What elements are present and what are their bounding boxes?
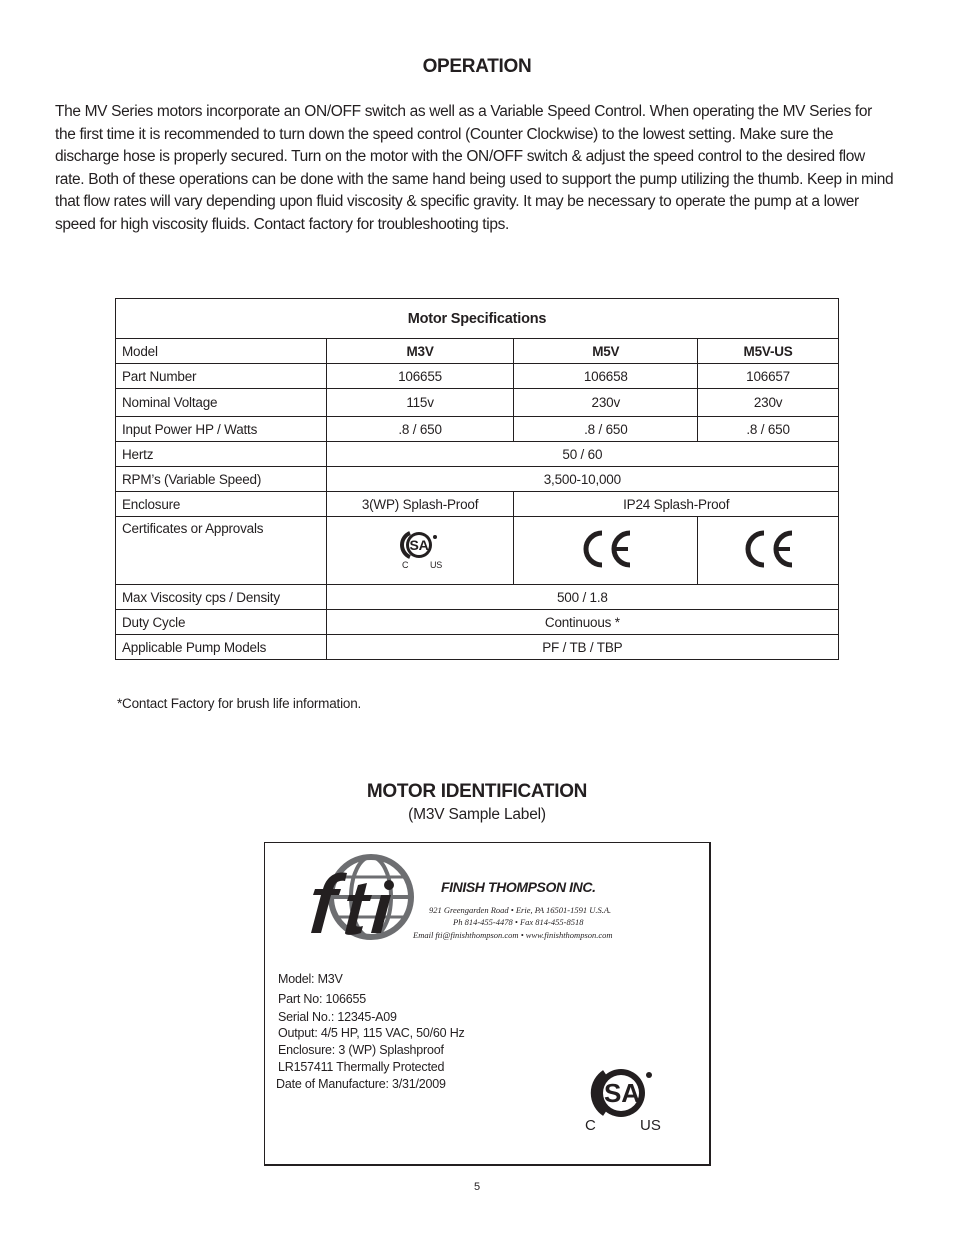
- table-row: [116, 610, 839, 635]
- label-output: Output: 4/5 HP, 115 VAC, 50/60 Hz: [278, 1026, 465, 1040]
- row-label: RPM’s (Variable Speed): [116, 467, 327, 492]
- row-label: Duty Cycle: [116, 610, 327, 635]
- table-cell: IP24 Splash-Proof: [514, 492, 839, 517]
- table-cell: 3,500-10,000: [326, 467, 838, 492]
- page-number: 5: [473, 1181, 481, 1193]
- csa-c-label: C: [585, 1117, 596, 1134]
- company-phone: Ph 814-455-4478 • Fax 814-455-8518: [453, 917, 584, 927]
- table-row: [116, 417, 839, 442]
- label-serial-no: Serial No.: 12345-A09: [278, 1010, 397, 1024]
- table-cell: PF / TB / TBP: [326, 635, 838, 660]
- col-header-m5v-us: M5V-US: [698, 339, 839, 364]
- table-row: [116, 467, 839, 492]
- row-label: Input Power HP / Watts: [116, 417, 327, 442]
- csa-us-label: US: [640, 1117, 661, 1134]
- csa-us-label: US: [430, 560, 443, 570]
- row-label: Hertz: [116, 442, 327, 467]
- table-cell: 3(WP) Splash-Proof: [326, 492, 514, 517]
- table-row: [116, 442, 839, 467]
- fti-globe-logo: [305, 851, 417, 943]
- table-row: [116, 635, 839, 660]
- row-label: Model: [116, 339, 327, 364]
- svg-text:SA: SA: [409, 537, 429, 553]
- table-row: [116, 492, 839, 517]
- table-cell: [698, 517, 839, 585]
- csa-mark-icon: [390, 527, 450, 571]
- table-footnote: *Contact Factory for brush life information.: [117, 696, 362, 711]
- row-label: Applicable Pump Models: [116, 635, 327, 660]
- table-cell: 230v: [698, 389, 839, 417]
- col-header-m5v: M5V: [514, 339, 698, 364]
- company-name: FINISH THOMPSON INC.: [441, 879, 596, 895]
- label-part-no: Part No: 106655: [278, 992, 367, 1006]
- table-title-row: [116, 299, 839, 339]
- motor-specifications-table: [115, 298, 839, 660]
- operation-heading: OPERATION: [422, 56, 532, 77]
- label-date: Date of Manufacture: 3/31/2009: [276, 1077, 446, 1091]
- table-title: Motor Specifications: [116, 299, 839, 339]
- sample-label-subtitle: (M3V Sample Label): [408, 806, 546, 823]
- label-thermal: LR157411 Thermally Protected: [278, 1060, 445, 1074]
- table-cell: .8 / 650: [698, 417, 839, 442]
- table-cell: 50 / 60: [326, 442, 838, 467]
- table-row: [116, 517, 839, 585]
- table-cell: 106658: [514, 364, 698, 389]
- table-cell: 106655: [326, 364, 514, 389]
- table-cell: .8 / 650: [514, 417, 698, 442]
- sample-motor-label: [264, 842, 711, 1166]
- row-label: Enclosure: [116, 492, 327, 517]
- table-row: [116, 364, 839, 389]
- label-model: Model: M3V: [278, 972, 343, 986]
- table-row: [116, 339, 839, 364]
- table-cell: .8 / 650: [326, 417, 514, 442]
- ce-mark-icon: [740, 529, 796, 569]
- svg-text:SA: SA: [603, 1078, 641, 1108]
- table-cell: [514, 517, 698, 585]
- col-header-m3v: M3V: [326, 339, 514, 364]
- label-enclosure: Enclosure: 3 (WP) Splashproof: [278, 1043, 444, 1057]
- table-cell: 106657: [698, 364, 839, 389]
- ce-mark-icon: [578, 529, 634, 569]
- row-label: Certificates or Approvals: [116, 517, 327, 585]
- table-cell: Continuous *: [326, 610, 838, 635]
- csa-c-label: C: [402, 560, 409, 570]
- csa-mark-icon: [583, 1063, 667, 1135]
- table-cell: 115v: [326, 389, 514, 417]
- table-row: [116, 389, 839, 417]
- table-cell: [326, 517, 514, 585]
- table-cell: 500 / 1.8: [326, 585, 838, 610]
- company-address: 921 Greengarden Road • Erie, PA 16501-1591 U.S.A.: [429, 905, 612, 915]
- row-label: Nominal Voltage: [116, 389, 327, 417]
- table-row: [116, 585, 839, 610]
- row-label: Part Number: [116, 364, 327, 389]
- operation-paragraph: The MV Series motors incorporate an ON/OFF switch as well as a Variable Speed Control. When operating the MV Series for the first time it is recommended to turn down the speed control (Counter Clockwise) to the lowest setting. Make sure the discharge hose is properly secured. Turn on the motor with the ON/OFF switch & adjust the speed control to the desired flow rate. Both of these operations can be done with the same hand being used to support the pump utilizing the thumb. Keep in mind that flow rates will vary depending upon fluid viscosity & specific gravity. It may be necessary to operate the pump at a lower speed for high viscosity fluids. Contact factory for troubleshooting tips.: [55, 103, 894, 233]
- motor-identification-heading: MOTOR IDENTIFICATION: [366, 781, 588, 802]
- table-cell: 230v: [514, 389, 698, 417]
- company-contact: Email fti@finishthompson.com • www.finishthompson.com: [413, 930, 613, 940]
- row-label: Max Viscosity cps / Density: [116, 585, 327, 610]
